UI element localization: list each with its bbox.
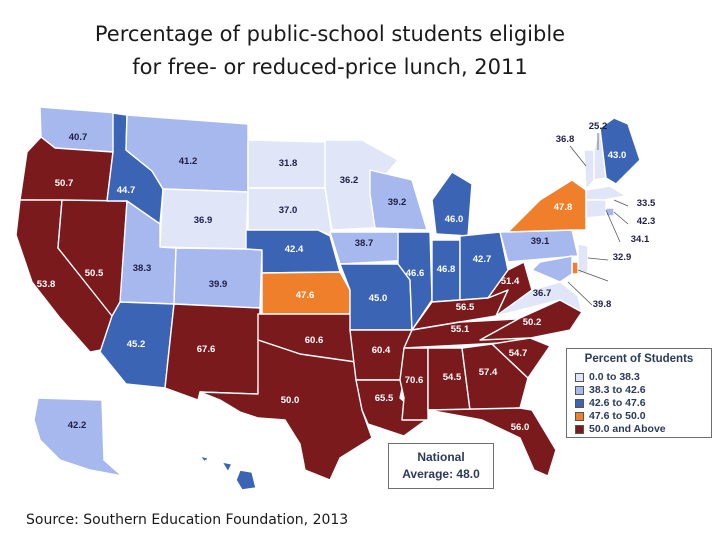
state-value-wv: 51.4 — [500, 276, 520, 287]
legend-title: Percent of Students — [584, 353, 694, 365]
legend-item — [575, 423, 666, 435]
state-value-ar: 60.4 — [371, 345, 391, 356]
national-label: National — [417, 450, 465, 464]
source-note: Source: Southern Education Foundation, 2013 — [26, 512, 349, 528]
state-value-nv: 50.5 — [84, 268, 104, 279]
state-value-la: 65.5 — [374, 393, 394, 404]
state-value-ia: 38.7 — [354, 238, 374, 249]
state-ct — [586, 200, 606, 218]
state-value-az: 45.2 — [126, 339, 146, 350]
state-value-ak: 42.2 — [67, 420, 87, 431]
state-value-me: 43.0 — [607, 150, 627, 161]
state-value-ri: 42.3 — [636, 216, 656, 227]
map-title-line-2: for free- or reduced-price lunch, 2011 — [132, 55, 528, 79]
legend-label: 42.6 to 47.6 — [589, 397, 646, 409]
state-vt — [584, 150, 594, 190]
map-title — [0, 18, 660, 84]
legend-swatch — [575, 412, 584, 421]
national-average-box — [388, 443, 494, 489]
legend-swatch — [575, 386, 584, 395]
leader-line — [614, 212, 628, 224]
state-value-wi: 39.2 — [387, 197, 407, 208]
state-value-ut: 38.3 — [132, 263, 152, 274]
legend-swatch — [575, 425, 584, 434]
state-value-ca: 53.8 — [36, 279, 56, 290]
legend-item — [575, 371, 640, 383]
state-co — [174, 248, 262, 308]
state-value-ny: 47.8 — [553, 202, 573, 213]
state-value-ok: 60.6 — [304, 335, 324, 346]
state-ma — [586, 186, 626, 200]
state-value-ks: 47.6 — [295, 290, 315, 301]
state-value-nd: 31.8 — [278, 158, 298, 169]
state-value-nj: 32.9 — [612, 252, 632, 263]
state-value-al: 54.5 — [442, 372, 462, 383]
state-value-sd: 37.0 — [278, 205, 298, 216]
state-value-mi: 46.0 — [444, 214, 464, 225]
state-value-id: 44.7 — [116, 185, 136, 196]
state-de — [572, 262, 578, 274]
state-value-in: 46.8 — [436, 264, 456, 275]
state-value-ne: 42.4 — [284, 244, 304, 255]
state-value-nh: 25.2 — [588, 121, 608, 132]
state-nj — [578, 244, 588, 274]
leader-line — [588, 258, 608, 260]
state-value-mo: 45.0 — [368, 293, 388, 304]
state-value-nc: 50.2 — [522, 317, 542, 328]
leader-line — [614, 200, 628, 206]
state-value-mn: 36.2 — [339, 175, 359, 186]
state-value-ct: 34.1 — [630, 234, 650, 245]
state-value-ga: 57.4 — [478, 367, 498, 378]
legend-swatch — [575, 399, 584, 408]
legend — [566, 348, 712, 438]
state-value-va: 36.7 — [532, 288, 552, 299]
legend-item — [575, 410, 646, 422]
legend-label: 47.6 to 50.0 — [589, 410, 646, 422]
state-value-mt: 41.2 — [178, 156, 198, 167]
leader-line — [578, 270, 608, 281]
legend-swatch — [575, 373, 584, 382]
state-value-sc: 54.7 — [508, 348, 528, 359]
legend-label: 38.3 to 42.6 — [589, 384, 646, 396]
state-value-co: 39.9 — [208, 279, 228, 290]
state-value-wy: 36.9 — [193, 215, 213, 226]
legend-label: 0.0 to 38.3 — [589, 371, 640, 383]
state-ak — [34, 398, 122, 476]
state-value-vt: 36.8 — [555, 134, 575, 145]
state-value-ms: 70.6 — [404, 375, 424, 386]
state-value-il: 46.6 — [405, 268, 425, 279]
legend-item — [575, 397, 646, 409]
national-average-value: Average: 48.0 — [402, 467, 480, 481]
state-value-ma: 33.5 — [636, 198, 656, 209]
state-value-pa: 39.1 — [530, 236, 550, 247]
legend-label: 50.0 and Above — [589, 423, 666, 435]
state-value-or: 50.7 — [54, 178, 74, 189]
state-value-tn: 55.1 — [450, 324, 470, 335]
state-value-ky: 56.5 — [455, 302, 475, 313]
state-value-hi: 46.8 — [190, 458, 210, 469]
state-value-wa: 40.7 — [68, 132, 88, 143]
state-value-de: 48.9 — [612, 273, 632, 284]
map-title-line-1: Percentage of public-school students eligible — [94, 22, 566, 46]
state-ny — [508, 180, 586, 232]
state-value-fl: 56.0 — [510, 422, 530, 433]
us-choropleth-map — [0, 95, 720, 505]
legend-item — [575, 384, 646, 396]
state-value-tx: 50.0 — [280, 395, 300, 406]
state-value-oh: 42.7 — [472, 254, 492, 265]
state-value-nm: 67.6 — [196, 344, 216, 355]
state-value-md: 39.8 — [592, 299, 612, 310]
state-mi — [432, 172, 472, 236]
